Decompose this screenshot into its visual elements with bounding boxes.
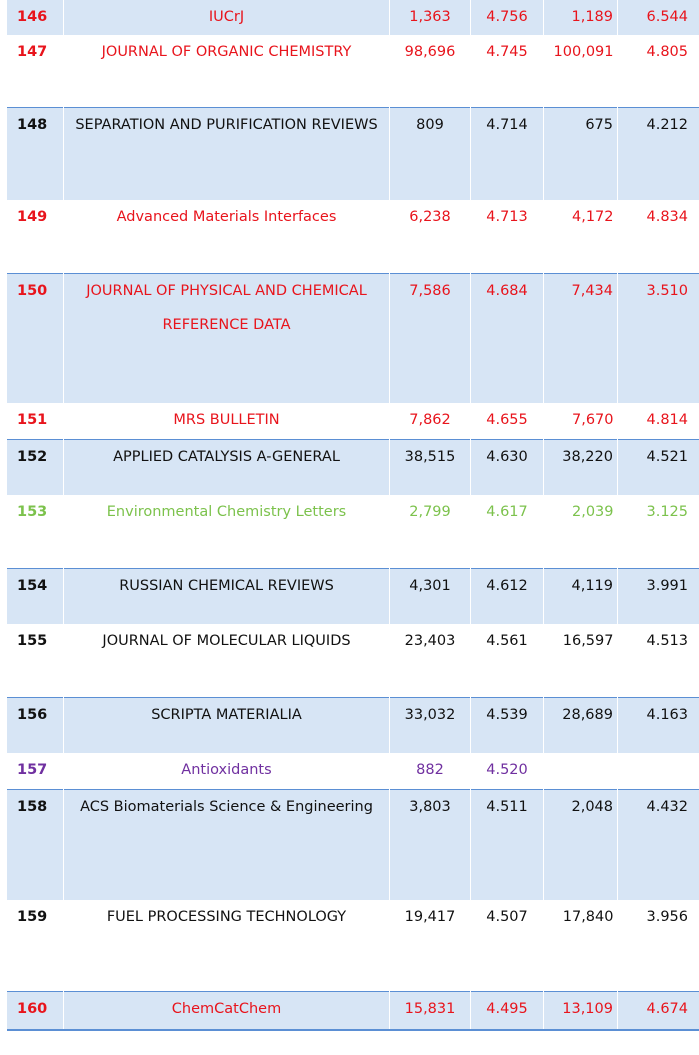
journal-title: Antioxidants	[181, 762, 272, 778]
journal-title-cell	[64, 403, 390, 440]
table-row	[7, 200, 699, 274]
total-cites-cell: 809	[390, 108, 471, 201]
journal-title-cell	[64, 900, 390, 992]
rank-cell: 158	[7, 790, 64, 901]
total-cites-cell: 23,403	[404, 633, 456, 649]
impact-factor-cell: 4.495	[471, 992, 544, 1031]
total-cites-cell: 38,515	[390, 440, 471, 496]
impact-factor-cell: 4.617	[486, 504, 528, 520]
journal-title-cell	[64, 200, 390, 274]
total-cites-cell: 33,032	[390, 698, 471, 754]
total-cites-cell: 2,799	[409, 504, 451, 520]
impact-factor-cell-2: 4.805	[646, 44, 688, 60]
rank-cell: 153	[17, 504, 48, 520]
journal-title: Advanced Materials Interfaces	[116, 209, 337, 225]
impact-factor-cell: 4.511	[471, 790, 544, 901]
table-row	[7, 753, 699, 790]
total-cites-cell: 15,831	[390, 992, 471, 1031]
impact-factor-cell-2: 4.212	[618, 108, 699, 201]
rank-cell: 150	[7, 274, 64, 404]
table-row	[7, 274, 699, 404]
total-cites-cell: 4,301	[390, 569, 471, 625]
cites-cell-2: 7,670	[571, 412, 614, 428]
table-row	[7, 698, 699, 754]
table-body	[7, 0, 699, 1030]
journal-title-cell	[64, 440, 390, 496]
rank-cell: 151	[17, 412, 48, 428]
impact-factor-cell: 4.630	[471, 440, 544, 496]
journal-title-cell	[64, 698, 390, 754]
table-row	[7, 992, 699, 1031]
cites-cell-2	[544, 753, 618, 790]
journal-title-cell	[64, 35, 390, 108]
impact-factor-cell: 4.684	[471, 274, 544, 404]
journal-title-cell	[64, 569, 390, 625]
impact-factor-cell-2	[618, 753, 699, 790]
cites-cell-2: 16,597	[562, 633, 614, 649]
impact-factor-cell: 4.520	[486, 762, 528, 778]
table-row	[7, 108, 699, 201]
impact-factor-cell: 4.714	[471, 108, 544, 201]
journal-title-cell	[64, 624, 390, 698]
total-cites-cell: 3,803	[390, 790, 471, 901]
impact-factor-cell-2: 3.125	[646, 504, 688, 520]
cites-cell-2: 28,689	[544, 698, 618, 754]
journal-ranking-table	[7, 0, 699, 1031]
journal-title: JOURNAL OF PHYSICAL AND CHEMICAL REFERENCE DATA	[86, 283, 367, 333]
journal-title: IUCrJ	[208, 9, 245, 25]
rank-cell: 148	[7, 108, 64, 201]
journal-title-cell	[64, 108, 390, 201]
table-row	[7, 624, 699, 698]
table-row	[7, 900, 699, 992]
cites-cell-2: 7,434	[544, 274, 618, 404]
total-cites-cell: 19,417	[404, 909, 456, 925]
journal-title-cell	[64, 274, 390, 404]
impact-factor-cell-2: 4.432	[618, 790, 699, 901]
journal-title-cell	[64, 0, 390, 35]
impact-factor-cell: 4.612	[471, 569, 544, 625]
table-row	[7, 35, 699, 108]
total-cites-cell: 98,696	[404, 44, 456, 60]
impact-factor-cell: 4.561	[486, 633, 528, 649]
total-cites-cell: 882	[416, 762, 444, 778]
rank-cell: 147	[17, 44, 48, 60]
rank-cell: 157	[17, 762, 48, 778]
cites-cell-2: 17,840	[562, 909, 614, 925]
cites-cell-2: 2,048	[544, 790, 618, 901]
table-row	[7, 569, 699, 625]
journal-title: JOURNAL OF MOLECULAR LIQUIDS	[102, 633, 351, 649]
impact-factor-cell: 4.507	[486, 909, 528, 925]
cites-cell-2: 100,091	[553, 44, 614, 60]
total-cites-cell: 1,363	[390, 0, 471, 35]
rank-cell: 159	[17, 909, 48, 925]
rank-cell: 149	[17, 209, 48, 225]
table-row	[7, 0, 699, 35]
journal-title: APPLIED CATALYSIS A-GENERAL	[113, 449, 340, 465]
table-row	[7, 403, 699, 440]
impact-factor-cell: 4.713	[486, 209, 528, 225]
table-row	[7, 440, 699, 496]
total-cites-cell: 7,586	[390, 274, 471, 404]
impact-factor-cell-2: 3.991	[618, 569, 699, 625]
rank-cell: 156	[7, 698, 64, 754]
table-row	[7, 790, 699, 901]
impact-factor-cell-2: 4.521	[618, 440, 699, 496]
journal-title: SEPARATION AND PURIFICATION REVIEWS	[75, 117, 378, 133]
impact-factor-cell: 4.539	[471, 698, 544, 754]
rank-cell: 154	[7, 569, 64, 625]
impact-factor-cell-2: 6.544	[618, 0, 699, 35]
rank-cell: 160	[7, 992, 64, 1031]
journal-title: ChemCatChem	[171, 1001, 282, 1017]
rank-cell: 155	[17, 633, 48, 649]
cites-cell-2: 4,119	[544, 569, 618, 625]
impact-factor-cell-2: 3.956	[646, 909, 688, 925]
rank-cell: 152	[7, 440, 64, 496]
cites-cell-2: 38,220	[544, 440, 618, 496]
impact-factor-cell-2: 3.510	[618, 274, 699, 404]
cites-cell-2: 675	[544, 108, 618, 201]
journal-title: ACS Biomaterials Science & Engineering	[80, 799, 373, 815]
journal-title: RUSSIAN CHEMICAL REVIEWS	[119, 578, 334, 594]
journal-title: MRS BULLETIN	[173, 412, 280, 428]
cites-cell-2: 13,109	[544, 992, 618, 1031]
impact-factor-cell-2: 4.834	[646, 209, 688, 225]
impact-factor-cell-2: 4.163	[618, 698, 699, 754]
journal-title-cell	[64, 495, 390, 569]
journal-title: Environmental Chemistry Letters	[106, 504, 347, 520]
total-cites-cell: 7,862	[409, 412, 451, 428]
impact-factor-cell: 4.655	[486, 412, 528, 428]
table-row	[7, 495, 699, 569]
journal-title-cell	[64, 790, 390, 901]
rank-cell: 146	[7, 0, 64, 35]
impact-factor-cell-2: 4.814	[646, 412, 688, 428]
journal-title: JOURNAL OF ORGANIC CHEMISTRY	[101, 44, 352, 60]
impact-factor-cell-2: 4.513	[646, 633, 688, 649]
journal-title-cell	[64, 753, 390, 790]
journal-title: SCRIPTA MATERIALIA	[151, 707, 302, 723]
impact-factor-cell: 4.745	[486, 44, 528, 60]
journal-title-cell	[64, 992, 390, 1031]
total-cites-cell: 6,238	[409, 209, 451, 225]
cites-cell-2: 4,172	[571, 209, 614, 225]
impact-factor-cell: 4.756	[471, 0, 544, 35]
cites-cell-2: 2,039	[571, 504, 614, 520]
journal-title: FUEL PROCESSING TECHNOLOGY	[106, 909, 347, 925]
impact-factor-cell-2: 4.674	[618, 992, 699, 1031]
cites-cell-2: 1,189	[544, 0, 618, 35]
